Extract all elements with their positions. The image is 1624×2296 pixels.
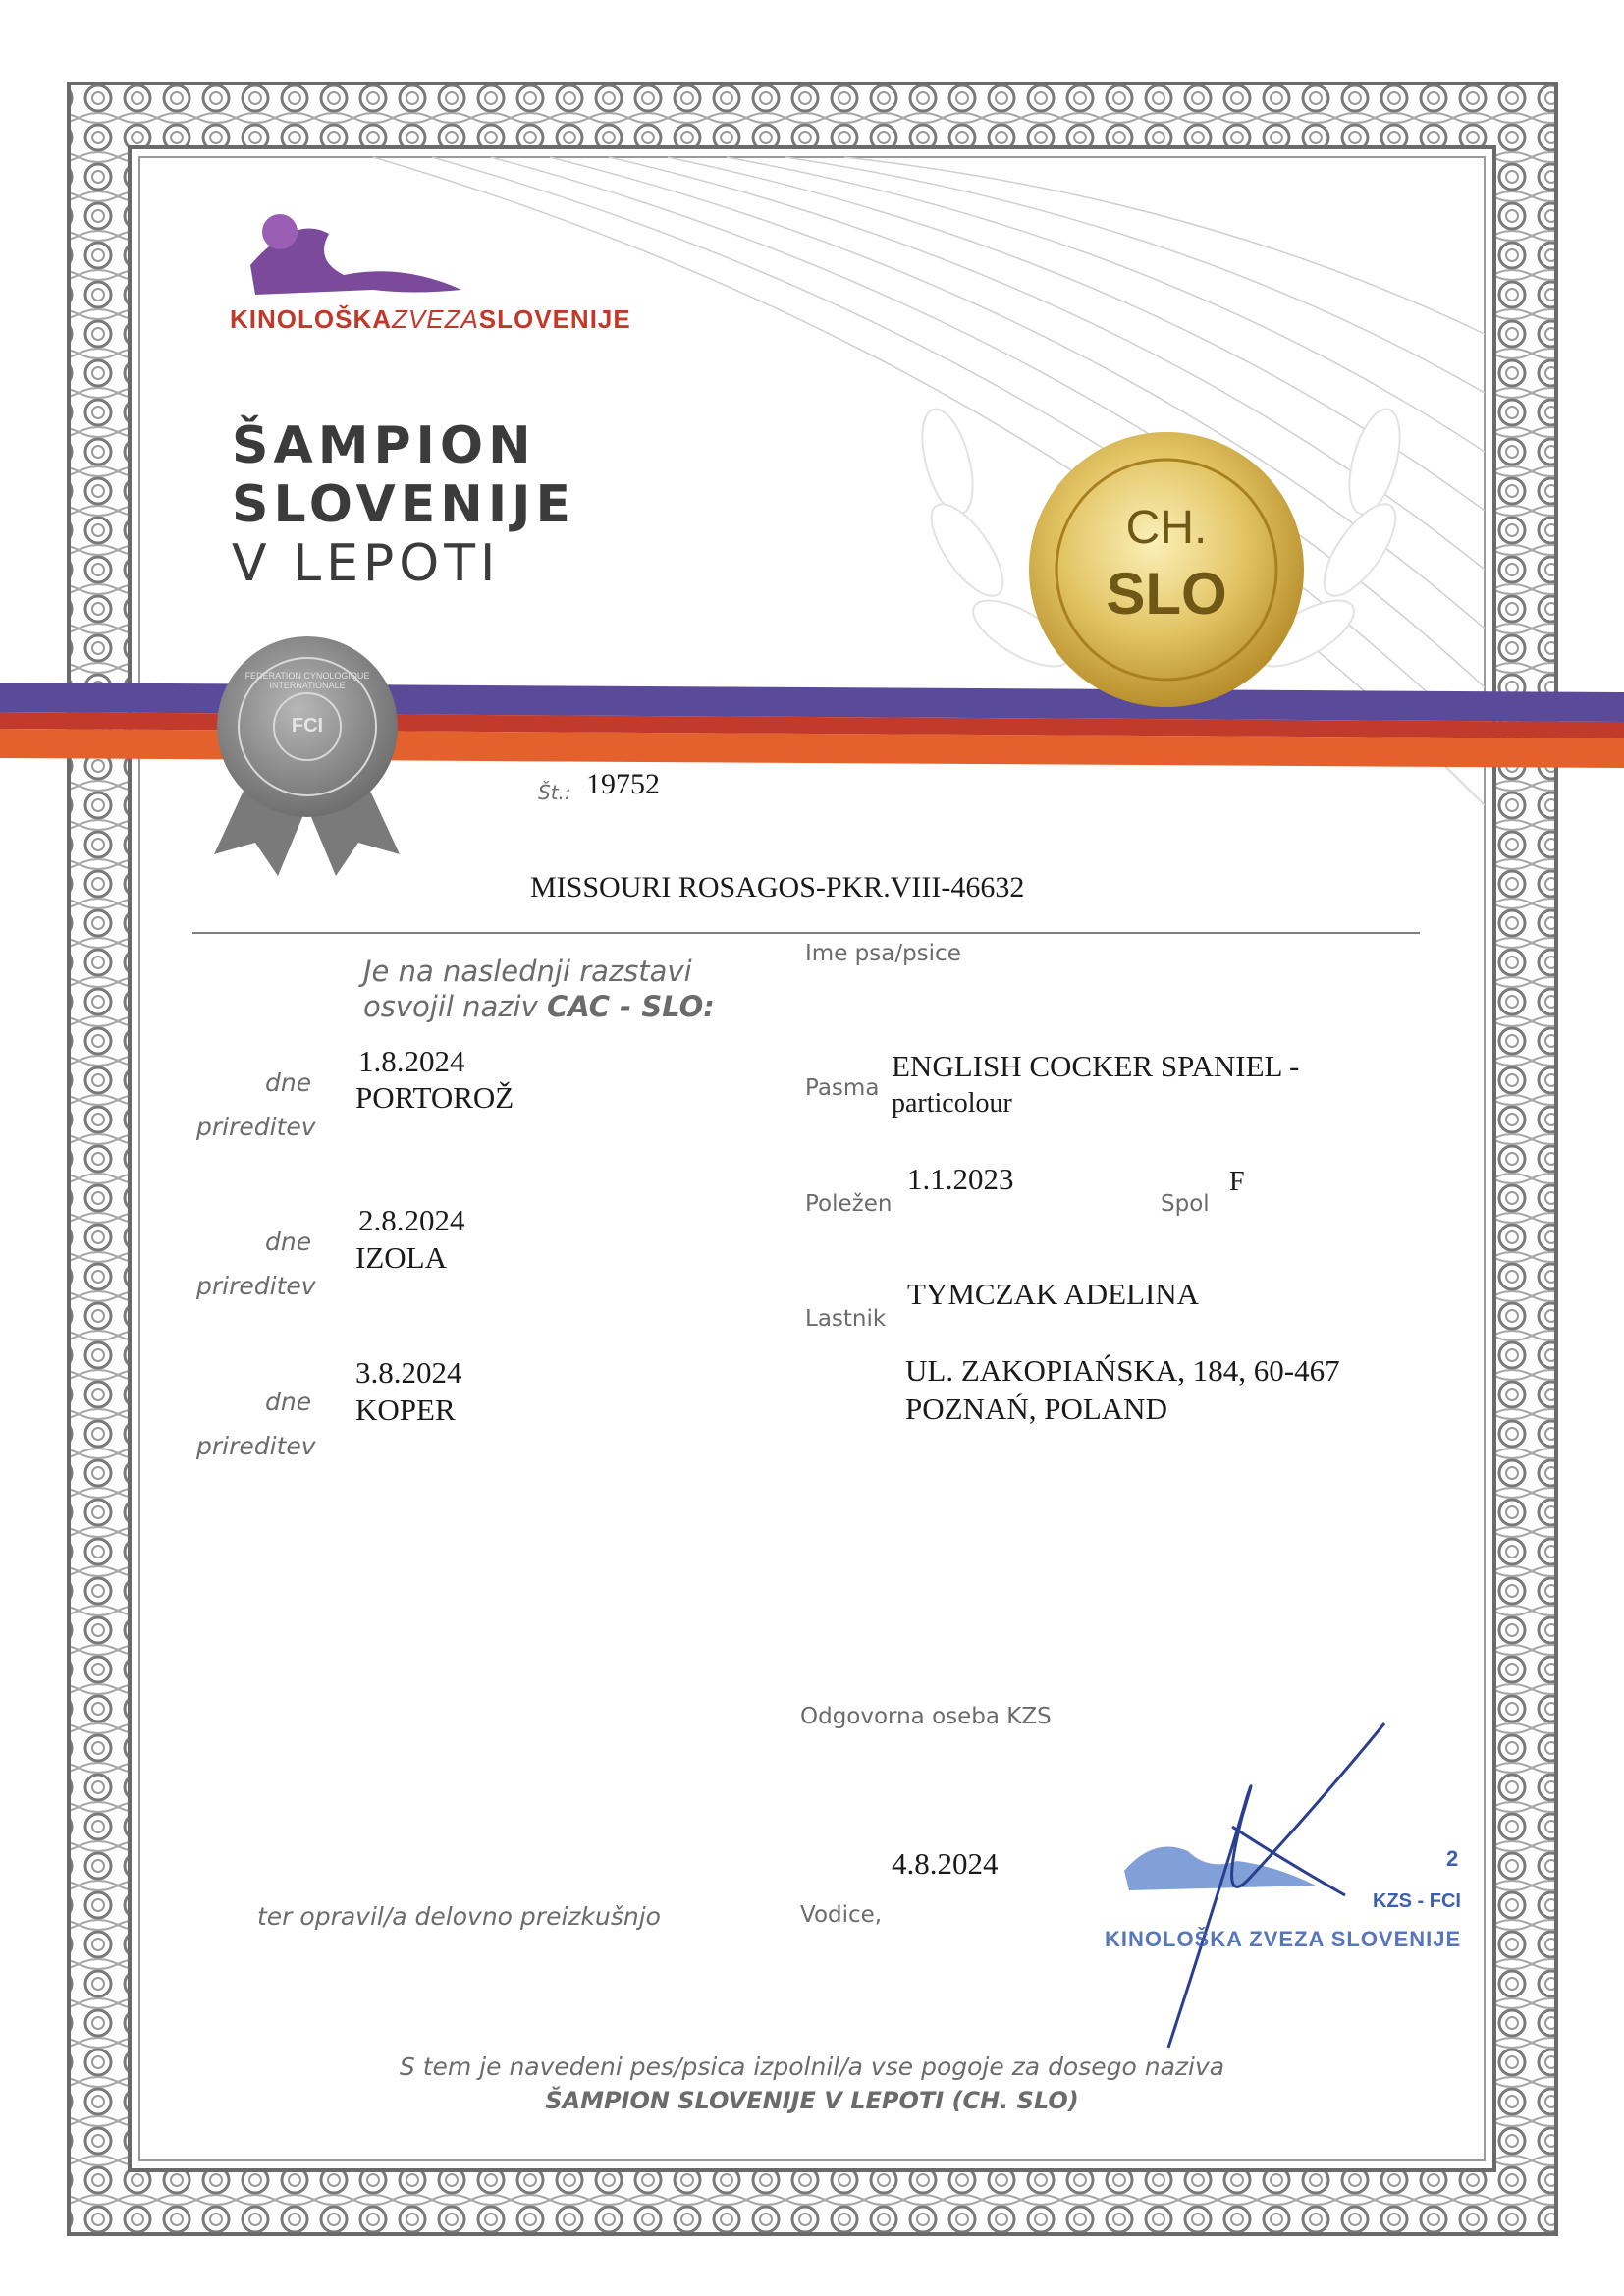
issue-date: 4.8.2024 — [892, 1846, 999, 1881]
show3-date-label: dne — [265, 1388, 312, 1416]
footer-line2: ŠAMPION SLOVENIJE V LEPOTI (CH. SLO) — [545, 2087, 1079, 2114]
sex-label: Spol — [1161, 1191, 1210, 1217]
show1-date: 1.8.2024 — [358, 1044, 465, 1078]
dog-name: MISSOURI ROSAGOS-PKR.VIII-46632 — [530, 871, 1025, 903]
show2-place-label: prireditev — [196, 1272, 316, 1300]
title-line1: ŠAMPION — [232, 416, 536, 475]
stamp-mark: 2 — [1446, 1846, 1459, 1871]
responsible-label: Odgovorna oseba KZS — [800, 1704, 1052, 1729]
show3-place-label: prireditev — [196, 1432, 316, 1460]
intro-line2-bold: CAC - SLO: — [546, 990, 715, 1023]
breed-label: Pasma — [805, 1075, 880, 1101]
owner-name: TYMCZAK ADELINA — [907, 1277, 1200, 1311]
show3-date: 3.8.2024 — [355, 1355, 462, 1390]
owner-address2: POZNAŃ, POLAND — [905, 1392, 1167, 1426]
show2-date-label: dne — [265, 1228, 312, 1256]
issue-place-label: Vodice, — [800, 1902, 883, 1928]
show2-date: 2.8.2024 — [358, 1203, 465, 1237]
intro-line2 — [363, 990, 715, 1023]
seal-line2: SLO — [1106, 561, 1227, 627]
owner-address1: UL. ZAKOPIAŃSKA, 184, 60-467 — [905, 1353, 1340, 1388]
breed-line2: particolour — [892, 1088, 1012, 1119]
show2-place: IZOLA — [355, 1240, 447, 1275]
fci-seal-center: FCI — [291, 715, 324, 737]
org-name-part1: KINOLOŠKA — [230, 304, 392, 334]
org-name-part2: ZVEZA — [392, 304, 479, 334]
intro-line1: Je na naslednji razstavi — [363, 955, 692, 988]
born-label: Poležen — [805, 1191, 893, 1217]
born-value: 1.1.2023 — [907, 1162, 1014, 1196]
org-name — [230, 304, 631, 335]
stamp-line2: KINOLOŠKA ZVEZA SLOVENIJE — [1105, 1927, 1462, 1951]
title-line2: SLOVENIJE — [232, 475, 576, 534]
cert-no-value: 19752 — [586, 768, 660, 800]
intro-line2-prefix: osvojil naziv — [363, 990, 547, 1023]
cert-no-label: Št.: — [538, 781, 571, 804]
org-name-part3: SLOVENIJE — [478, 304, 631, 334]
owner-label: Lastnik — [805, 1306, 887, 1332]
title-line3: V LEPOTI — [232, 534, 501, 593]
work-test-label: ter opravil/a delovno preizkušnjo — [257, 1902, 661, 1931]
sex-value: F — [1229, 1167, 1245, 1197]
show1-place-label: prireditev — [196, 1113, 316, 1141]
footer-line1: S tem je navedeni pes/psica izpolnil/a vse pogoje za dosego naziva — [399, 2052, 1225, 2081]
seal-line1: CH. — [1125, 502, 1208, 554]
dog-name-label: Ime psa/psice — [805, 941, 961, 966]
show1-date-label: dne — [265, 1068, 312, 1097]
show1-place: PORTOROŽ — [355, 1080, 514, 1115]
stamp-line1: KZS - FCI — [1373, 1890, 1461, 1912]
fci-seal-ring-text: FEDERATION CYNOLOGIQUE INTERNATIONALE — [244, 671, 370, 690]
show3-place: KOPER — [355, 1393, 456, 1427]
breed-line1: ENGLISH COCKER SPANIEL - — [892, 1049, 1300, 1083]
